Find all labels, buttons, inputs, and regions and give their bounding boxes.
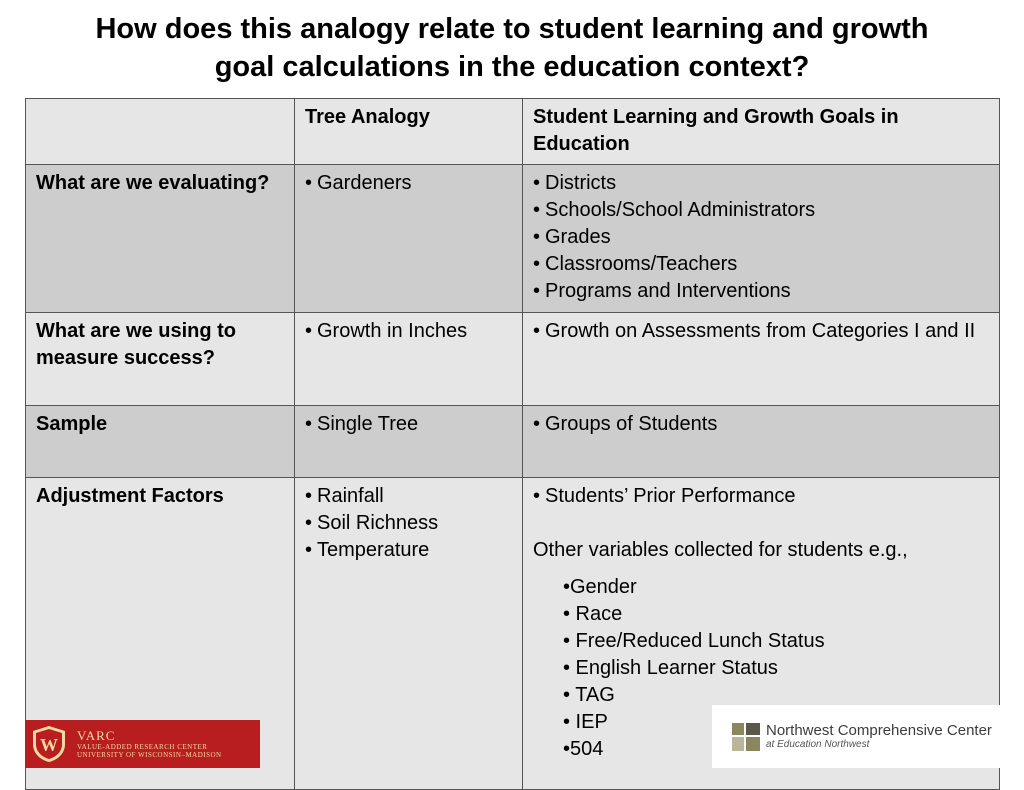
education-cell xyxy=(523,165,1000,313)
list-item: • Growth in Inches xyxy=(305,320,468,342)
list-item: • Gardeners xyxy=(305,172,412,194)
education-cell xyxy=(523,313,1000,406)
list-item: • Schools/School Administrators xyxy=(533,199,816,221)
list-item: • Grades xyxy=(533,226,611,248)
varc-name: VARC xyxy=(77,728,116,743)
list-item: •504 xyxy=(563,738,604,760)
list-item: • Classrooms/Teachers xyxy=(533,253,738,275)
list-item: • Groups of Students xyxy=(533,413,718,435)
tree-cell xyxy=(295,165,523,313)
slide-title xyxy=(0,10,1024,86)
list-item: • Temperature xyxy=(305,539,430,561)
table-row-evaluating xyxy=(26,165,1000,313)
varc-logo xyxy=(25,720,260,768)
list-item: • TAG xyxy=(563,684,615,706)
row-label: Sample xyxy=(26,406,295,478)
varc-line-2: UNIVERSITY OF WISCONSIN–MADISON xyxy=(77,751,222,759)
header-cell-empty xyxy=(26,99,295,165)
list-item: • IEP xyxy=(563,711,608,733)
table-row-sample xyxy=(26,406,1000,478)
tree-cell xyxy=(295,313,523,406)
list-item: • Rainfall xyxy=(305,485,384,507)
list-item: • Districts xyxy=(533,172,617,194)
table-header-row xyxy=(26,99,1000,165)
row-label: What are we using to measure success? xyxy=(26,313,295,406)
list-item: • Programs and Interventions xyxy=(533,280,791,302)
list-item: • Race xyxy=(563,603,623,625)
title-line-2: goal calculations in the education context? xyxy=(214,51,810,83)
other-variables-note: Other variables collected for students e.g., xyxy=(533,539,908,561)
nw-name: Northwest Comprehensive Center xyxy=(766,722,992,739)
varc-line-1: VALUE-ADDED RESEARCH CENTER xyxy=(77,743,208,751)
list-item: • Growth on Assessments from Categories I and II xyxy=(533,320,976,342)
northwest-logo xyxy=(712,705,1024,768)
tree-cell xyxy=(295,406,523,478)
uw-crest-icon xyxy=(29,724,69,764)
title-line-1: How does this analogy relate to student learning and growth xyxy=(95,13,929,45)
education-cell xyxy=(523,406,1000,478)
comparison-table xyxy=(25,98,1000,790)
list-item: • Single Tree xyxy=(305,413,419,435)
row-label: Adjustment Factors xyxy=(26,478,295,790)
row-label: What are we evaluating? xyxy=(26,165,295,313)
list-item: • Students’ Prior Performance xyxy=(533,485,796,507)
header-cell-tree-analogy: Tree Analogy xyxy=(295,99,523,165)
crest-letter: W xyxy=(40,735,58,755)
header-cell-education: Student Learning and Growth Goals in Education xyxy=(523,99,1000,165)
list-item: • Free/Reduced Lunch Status xyxy=(563,630,825,652)
list-item: • English Learner Status xyxy=(563,657,778,679)
list-item: • Soil Richness xyxy=(305,512,439,534)
table-row-measure xyxy=(26,313,1000,406)
nw-subtitle: at Education Northwest xyxy=(766,739,870,750)
list-item: •Gender xyxy=(563,576,637,598)
tree-cell xyxy=(295,478,523,790)
squares-logo-icon xyxy=(732,723,760,751)
